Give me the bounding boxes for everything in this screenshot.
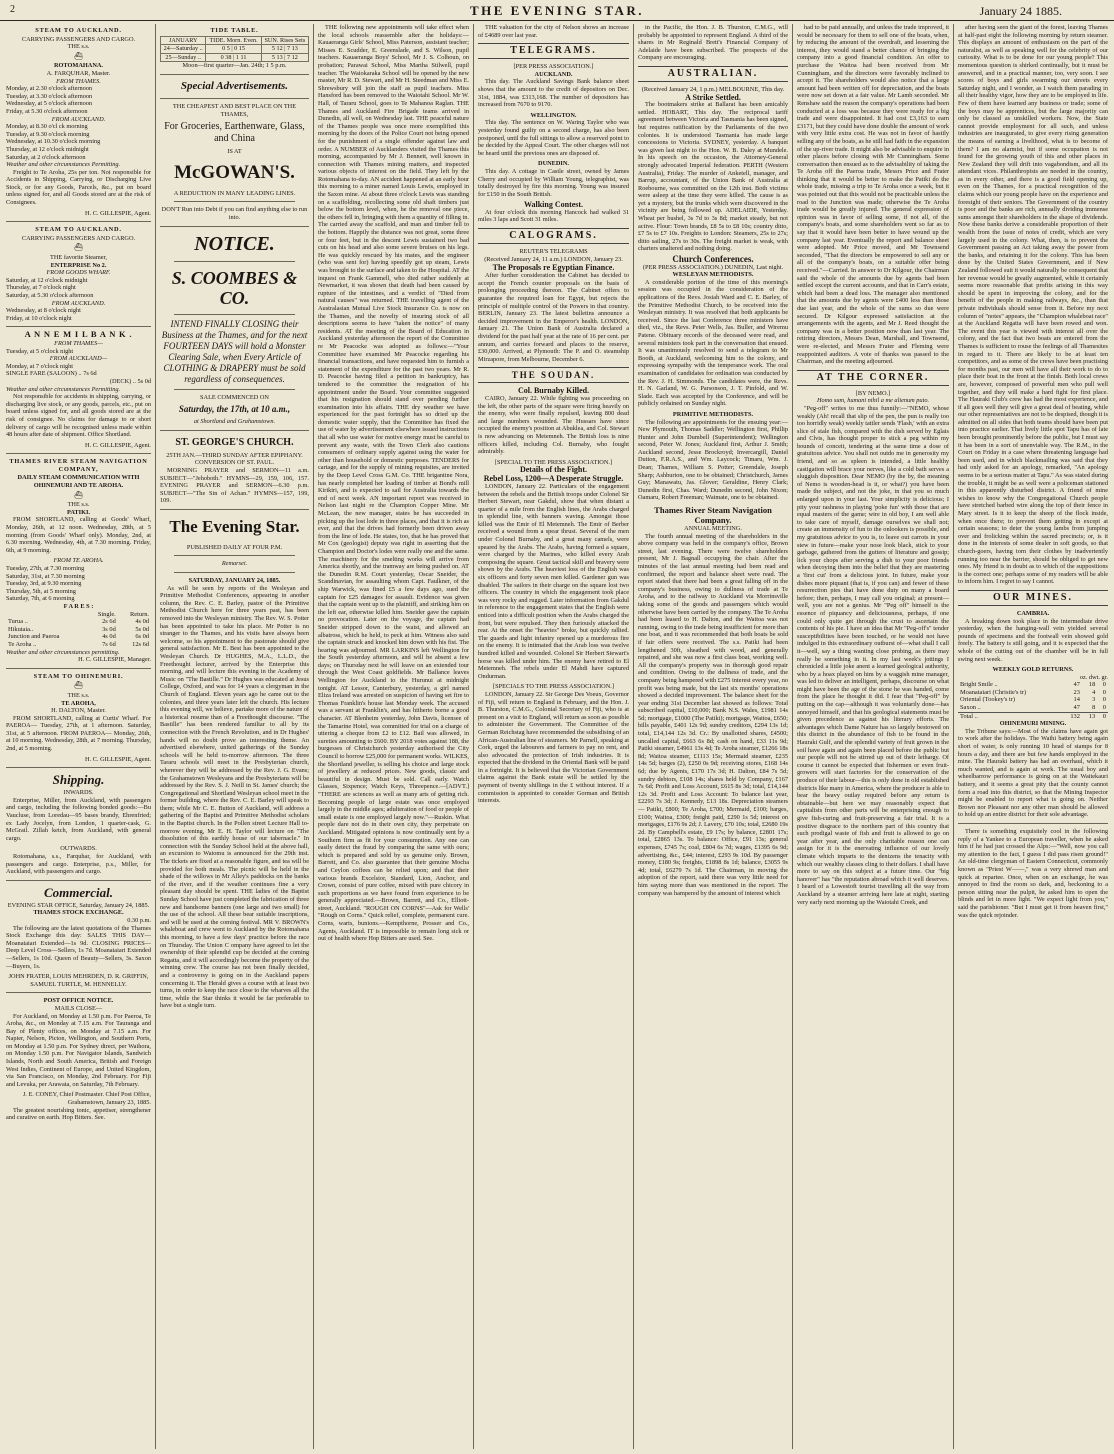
- article-text: The following are appointments for the ensuing year:—New Plymouth, Thomas Saddler; Wellington first, Phillip Hunter and John Dumbell (Superintendent); Wellington second, Peter W. Jones; Auckland first, Arthur J. Smith; Auckland second, Jesse Brockroyd; Invercargill, Daniel Dutton, F.R.A.S., and Wm. Laycock; Timaru, Wm. J. Dean; Thames, William S. Potter; Greendale, Joseph Sharp; Ashburton, one to be obtained; Christchurch, James Guy; Manawatu, Jas. Glover; Geraldine, Henry Clark; Dunedin first, Chas. Ward; Dunedin second, John Nixon; Oamaru, Robert Freeman; Waimate, one to be obtained.: [638, 418, 788, 502]
- table-cell: 5s 0d: [135, 625, 149, 633]
- schedule-line: Thursday, 5th, at 5 morning: [6, 587, 76, 595]
- church-subheading: CONVERSION OF ST. PAUL.: [194, 459, 275, 467]
- divider: [6, 767, 151, 768]
- ad-line: Saturday, the 17th, at 10 a.m.,: [178, 404, 291, 415]
- received-note: (PER PRESS ASSOCIATION.) DUNEDIN, Last night.: [642, 263, 784, 271]
- schedule-heading: FROM GOODS WHARF.: [46, 269, 111, 277]
- section-heading: THE SOUDAN.: [478, 367, 629, 383]
- weather-note: Weather and other circumstances Permitting.: [6, 161, 121, 169]
- column-4: [478, 24, 629, 1449]
- divider: [6, 992, 151, 993]
- table-cell: 5 12 | 7 13: [261, 45, 308, 54]
- schedule-line: Thursday, at 7 o'clock night: [6, 284, 76, 292]
- column-rule: [155, 24, 156, 1449]
- editorial-masthead: The Evening Star.: [169, 516, 300, 536]
- ad-text: The greatest nourishing tonic, appetiser, strengthener and curative on earth. Hop Bitters. See.: [6, 1106, 151, 1122]
- table-header: Return.: [130, 610, 149, 618]
- agent-signature: H. C. GILLESPIE, Agent.: [85, 209, 151, 217]
- dateline-heading: DUNEDIN.: [538, 160, 569, 168]
- table-cell: Hikutaia..: [8, 625, 34, 633]
- article-heading: Col. Burnaby Killed.: [517, 386, 590, 396]
- column-rule: [633, 24, 634, 1449]
- ad-line: THE CHEAPEST AND BEST PLACE ON THE THAMES,: [172, 102, 297, 118]
- article-heading: Thames River Steam Navigation Company.: [654, 505, 772, 526]
- ship-name: ENTERPRISE No 2.: [50, 261, 107, 269]
- table-row: [958, 689, 1108, 697]
- table-cell: 24—Saturday ..: [161, 45, 206, 54]
- subsection-subheading: MAILS CLOSE—: [54, 1004, 103, 1012]
- tide-table: [160, 36, 309, 63]
- divider: [160, 509, 309, 510]
- subsection-heading: WESLEYAN METHODISTS.: [672, 271, 754, 279]
- ship-name: ROTOMAHANA.: [53, 62, 104, 70]
- table-cell: Te Aroha ..: [8, 640, 37, 648]
- company-heading: THAMES RIVER STEAM NAVIGATION COMPANY,: [9, 458, 148, 473]
- schedule-line: Wednesday, at 5 o'clock afternoon: [6, 100, 93, 108]
- column-5: [638, 24, 788, 1449]
- column-1: [6, 24, 151, 1449]
- article-text: LONDON, January 22. Sir George Des Voeux, Governor of Fiji, will return to England in February, and the Hon. J. B. Thurston, C.M.G., Colonial Secretary of Fiji, who is at present on a visit to England, will return as soon as possible to administer the Government. The Committee of the German Reichstag have recommended the subsidising of an African-Australian line of steamers. Mr Parnell, speaking at Cork, urged the labourers and farmers to pay no rent, and also advocated the protection of Irish industries. It is expected that the dividend in the Oriental Bank will be paid in a fortnight. It is believed that the Victorian Government claims against the Bank estate will be settled by the payment of twenty shillings in the £ without interest. If a commission is appointed to consider Gorman and British interests.: [478, 690, 629, 805]
- schedule-heading: FROM THAMES—: [54, 339, 103, 347]
- table-header: SUN. Rises Sets: [261, 36, 308, 45]
- church-heading: ST. GEORGE'S CHURCH.: [175, 436, 294, 448]
- table-header: [6, 611, 86, 619]
- issue-date: January 24 1885.: [979, 4, 1062, 18]
- schedule-list: [6, 85, 151, 115]
- schedule-line: Tuesday, at 3.30 o'clock afternoon: [6, 92, 93, 100]
- steamer-ad-subheading: CARRYING PASSENGERS AND CARGO.: [21, 234, 136, 242]
- section-heading: Shipping.: [52, 772, 105, 788]
- divider: [958, 823, 1108, 824]
- ship-intro: THE s.s.: [67, 501, 90, 509]
- schedule-line: Friday, at 10 o'clock night: [6, 314, 72, 322]
- schedule-text: FROM SHORTLAND, calling at Curtis' Wharf. For PAEROA— Tuesday, 27th, at 1 afternoon. Saturday, 31st, at 5 afternoon. FROM PAEROA— Monday, 26th, at 10 morning. Wednesday, 28th, at 7 morning. Thursday, 2nd, at 5 morning.: [6, 714, 151, 753]
- article-text: The Tribune says:—Most of the claims have again got to work after the holidays. The Waihi battery being again short of water, is only running 10 head of stamps for 8 hours a day, and there are but few hands employed in the mine. The Hauraki battery has had an overhaul, which it much wanted, and is again at work. The usual boy and wheelbarrow performance is going on at the Waitekauri battery, and it seems a great pity that the county cannot form a road into this district, so that the Mining Inspector might be enabled to report what is going on. Neither Brown nor Pleasant nor any other man should be allowed to hold up an entire district for their sole advantage.: [958, 727, 1108, 819]
- table-cell: 8: [1092, 704, 1096, 712]
- schedule-line: Wednesday, at 10.30 o'clock morning: [6, 138, 101, 146]
- store-name: McGOWAN'S.: [174, 161, 295, 183]
- steamer-ad-heading: STEAM TO OHINEMURI.: [33, 672, 124, 680]
- table-cell: 25—Sunday ..: [161, 53, 206, 62]
- ad-line: at Shortland and Grahamstown.: [193, 418, 276, 426]
- schedule-heading: FROM AUCKLAND—: [49, 355, 108, 363]
- column-motto: Homo sum, humani nihil a me alienum puto.: [816, 397, 930, 405]
- article-text: As will be seen by reports of the Wesleyan and Primitive Methodist Conferences, appearing in another column, the Rev. C. E. Barley, pastor of the Primitive Methodist Church here for three years past, has been removed into the Wesleyan ministry. The Rev. W. S. Potter has been appointed to take his place. Mr Potter is no stranger to the Thames, and his visits have always been welcome, so his appointment to the pastorate should give general satisfaction. Mr E. Best has been appointed to the Wesleyan Church. Dr HUGHES, M.A., L.L.D., the Freethought lecturer, arrived by the Enterprise this morning, and will lecture this evening in the Academy of Music on "The Bastille." Dr Hughes was educated at Jesus College, Oxford, and was for 14 years a clergyman in the Church of England. Eleven years ago he came out to the colonies, and three years later left the church. His lecture this evening will, we believe, partake more of the nature of a historical resume than of a Freethought discourse. "The Bastille" has been rendered familiar to all by its connection with the French Revolution, and in Dr Hughes' hands will no doubt prove an interesting theme. An advertised elsewhere, united gatherings of the Sunday schools will be held to-morrow afternoon. The three Tararu schools will meet in the Presbyterian church, wherever they will be addressed by the Rev. J. G. Evans; the Grahamstown Wesleyans and the Presbyterians will be addressed by the Rev. S. J. Neill in St. James' church; the Congregational and Shortland Wesleyan school meet in the former building, where the Rev. C. E. Barley will speak to them; while Mr C. E. Button of Auckland, will address a gathering of the Baptist and Primitive Methodist scholars in the Baptist church. In the Pollen street Lecture Hall to-morrow evening, Mr E. H. Taylor will lecture on "The dissolution of this earthly house of our tabernacle." In connection with the Sunday School held at the above hall, an excursion to Waiomu is announced for the 29th inst. The tickets are fixed at a reasonable figure, and tea will be provided for both meals. The picnic will be held in the shade of the willows in Mr Alley's paddocks on the banks of the river, and if the weather continues fine a very pleasant day should be spent. THE ladies of the Baptist Sunday School have just completed the fabrication of three new and handsome banners (one large and two small) for the use of the school. All these bear suitable inscriptions, and will be used at the coming festival. MR V. BROWN's whaleboat and crew went to Auckland by the Rotomahana this morning, to have a few days' practice before the race on Thursday. The Union C ompany have agreed to let the ownership of their splendid cup be decided at the coming Regatta, and it will accordingly become the property of the winning crew. The course has not been finally decided, and a controversy is going on in the Auckland papers concerning it. The Herald gives a course with at least two turns, in order to keep the race close to the wharves all the time, while the Star thinks it would be far preferable to have but a single turn.: [160, 584, 309, 1010]
- table-cell: 0: [1102, 704, 1106, 712]
- ad-line: For Groceries, Earthenware, Glass, and China: [164, 121, 305, 145]
- article-text: in the Pacific, the Hon. J. B. Thurston, C.M.G., will probably be appointed to represent England. A third of the shares in Mr Reginald Brett's Financial Company of Adelaide have been subscribed. The prospects of the Company are encouraging.: [638, 24, 788, 62]
- schedule-heading: FROM THAMES.: [56, 77, 101, 85]
- ad-line: IS AT: [227, 148, 242, 156]
- article-text: After further consideration the Cabinet has decided to accept the French counter proposals on the basis of prolonging proceeding thereon. The Cabinet offers to guarantee the required loan for Egypt, but rejects the principle of multiple control of the Powers in that country. BERLIN, January 23. The latest bulletins announce a decided improvement in the Emperor's health. LONDON, January 21. The Union Bank of Australia declared a dividend for the past half year at the rate of 16 per cent. per annum, and carries forward and places to the reserve, £30,000. Arrived, at Plymouth: The P. and O. steamship Mirzapore, from Melbourne, December 6.: [478, 272, 629, 363]
- ship-icon: ⛴: [74, 51, 83, 60]
- table-cell: Oriental (Tookey's tr): [960, 696, 1016, 704]
- table-cell: 23: [1073, 688, 1080, 696]
- fares-heading: F A R E S :: [63, 602, 94, 610]
- table-cell: 18: [1088, 681, 1096, 689]
- units-label: oz. dwt. gr.: [1079, 673, 1108, 681]
- table-row: [161, 45, 309, 54]
- article-heading: A Strike Settled.: [685, 92, 741, 102]
- article-text: LONDON, January 22. Particulars of the engagement between the rebels and the British troops under Colonel Sir Herbert Stewart, near Gakdul, show that when distant a quarter of a mile from the English lines, the Arabs charged in splendid line, with banners waving. Amongst those killed was the Emir of El Metemneh. The Emir of Berber received a wound from a spear thrust. Several of the men under Colonel Burnaby, and a great many camels, were speared by the Arabs. The Arabs, having formed a square, were charged by the Marines, who killed every Arab composing the square. Great tactical skill and bravery were shown by the Arabs. The heaviest loss of the English was six officers and forty seven men killed. Gardener gun was disabled. The sailors in their charge on the square lost two officers. The country in which the engagement took place was very rocky and rugged. Later information from Gakdul in reference to the engagement states that the English were enticed into a difficult position when the Arabs charged the front, but were repulsed. They then furiously attacked the rear. At the onset the "heavies" broke, but quickly rallied. The guards and light infantry opened up a murderous fire on the enemy. It is intimated that the Arab loss was twelve hundred killed and wounded. Colonel Sir Herbert Stewart's horse was killed under him. The enemy have retired to El Metemneh. The rebels under El Mahdi have captured Ondurman.: [478, 482, 629, 680]
- article-text: This day. A cottage in Castle street, owned by James Cherry and occupied by William Young, telegraphist, was totally destroyed by fire this morning. Young was insured for £150 in the South British.: [478, 167, 629, 198]
- ship-intro: THE s.s.: [67, 43, 90, 51]
- table-cell: 47: [1073, 704, 1080, 712]
- ship-master: H. DALTON, Master.: [51, 707, 106, 715]
- schedule-line: Saturday, at 2 o'clock afternoon: [6, 153, 86, 161]
- article-text: A considerable portion of the time of this morning's session was occupied in the consideration of the applications of the Revs. Josiah Ward and C. E. Barley, of the Primitive Methodist Church, to be received into the Wesleyan ministry. It was resolved that both applicants be received. Since the last Conference three ministers have died, viz., the Revs. Peter Wells, Jas. Buller, and Wiremu Patene. Obituary records of the deceased were read, and several ministers took part in the conversation that ensued. It was unanimously resolved to send a telegram to Mr Booth, at Auckland, welcoming him to the colony, and expressing sympathy with the temperance work. The oral examination of candidates for ordination was conducted by the Rev. J. H. Simmonds. The candidates were, the Revs. H. N. Garland, W. G. Parsonson, J. T. Pinfold, and W. Slade. Each was accepted by the Conference, and will be publicly ordained on Sunday night.: [638, 278, 788, 408]
- divider: [6, 221, 151, 222]
- schedule-line: Saturday, at 12 o'clock midnight: [6, 276, 88, 284]
- divider: [160, 430, 309, 431]
- notice-heading: NOTICE.: [194, 232, 275, 255]
- divider: [174, 261, 295, 262]
- schedule-line: Wednesday, at 8 o'clock night: [6, 307, 81, 315]
- article-text: There is something exquisitely cool in the following reply of a Yankee to a European traveller, when he asked him if he had just crossed the Alps:—"Well, now you call my attention to the fact, I guess I did pass risen ground!" An old-time clergyman of Eastern Connecticut, commonly known as "Priest W——," was a very shrewd man and quick at repartee. Once, when on an exchange, he was annoyed to find the room so dark, and, beckoning to a person sitting near the pulpit, he asked him to open the blinds and let in more light. "We expect light from you," said the parishioner. "But I must get it from heaven first," was the quick rejoinder.: [958, 827, 1108, 919]
- received-note: (Received January 24, 1 p.m.) MELBOURNE, This day.: [641, 85, 785, 93]
- schedule-heading: FROM TE AROHA.: [53, 557, 104, 565]
- article-text: This day. The sentence on W. Waring Taylor who was yesterday found guilty on a second charge, has also been postponed, until the full sittings to allow a reserved point to be decided by the Appeal Court. The other charges will not be heard until the previous ones are disposed of.: [478, 119, 629, 157]
- page-number: 2: [10, 4, 15, 15]
- editorial-subheading: PUBLISHED DAILY AT FOUR P.M.: [186, 543, 283, 551]
- steamer-ad-heading: STEAM TO AUCKLAND.: [35, 27, 122, 34]
- office-dateline: EVENING STAR OFFICE, Saturday, January 24, 1885.: [7, 901, 150, 909]
- section-heading: OUR MINES.: [958, 590, 1108, 606]
- table-cell: 14: [1073, 696, 1080, 704]
- agent-signature: H. C. GILLESPIE, Agent.: [85, 755, 151, 763]
- table-header: TIDE. Morn. Even.: [206, 36, 261, 45]
- broker-names: JOHN FRATER, LOUIS MEHRDEN, D. R. GRIFFIN, SAMUEL TURTLE, M. HENNELLY.: [8, 973, 149, 988]
- table-cell: 3: [1092, 696, 1096, 704]
- table-row: [6, 618, 151, 626]
- ship-icon: ⛴: [74, 490, 83, 499]
- subsection-heading: THAMES STOCK EXCHANGE.: [33, 909, 124, 917]
- fares-table: [6, 611, 151, 649]
- article-heading: Details of the Fight.: [519, 465, 588, 475]
- article-text: THE valuation for the city of Nelson shows an increase of £4689 over last year.: [478, 24, 629, 39]
- column-3: [318, 24, 469, 1449]
- section-heading: Commercial.: [44, 884, 113, 900]
- table-cell: Total ..: [960, 712, 978, 720]
- divider: [6, 880, 151, 881]
- table-cell: 12s 6d: [132, 640, 149, 648]
- subsection-heading: OHINEMURI MINING.: [999, 720, 1067, 728]
- table-row: [161, 36, 309, 45]
- article-text: THE following new appointments will take effect when the local schools reassemble after the holidays:—Kauaeranga Girls' School, Miss Paterson, assistant teacher; Misses E. Scudder, E. Greenslade, and S. Wilson, pupil teachers. Kauaeranga Boys' School, Mr J. S. Colhoun, on probation; Parawai School, Miss Martha Stilwell, pupil teacher. The Waiokaraka School will be opened by the new master, Mr R. D. Stewart, and Mr H. Steedman and Miss E. Shrewsbury will join the staff as pupil teachers. Miss Hansford has been removed to the Waiotahi School. Mr W. Hall, of Tararu School, goes to Te Mahanoa Raglan. THE Thames and Auckland Fire Brigade teams arrived in Dunedin, all well, on Wednesday last. THE peaceful nature of the Thames people was once more exemplified this morning by the doors of the Police Court not being opened for the punishment of a single offender against law and order. A NUMBER of Aucklanders visited the Thames this morning, accompanied by Mr J. Bennett, well known in connection with Thames mining matters, and inspected various objects of interest on the field. They left by the Rotomahana to-day. AN accident happened at an early hour this morning to a miner named Louis Lewis, employed in the Saxon mine. At about three o'clock Lewis was standing on a scaffolding, recollecting some old shaft timbers just below the bottom level, when, he the removal one piece, the others fell in, bringing with them a quantity of filling in. The carried away the scaffold, and man and timber fell to the bottom. Happily the distance was not great, some three or four feet, but in the descent Lewis sustained two bad cuts on his head and also some severe bruises on his legs. He was quickly rescued by his mates, and the engineer (who was sent for) having speedily got up steam, Lewis was brought to the surface and taken to the Hospital. AT the inquest on Frank Gammell, who died rather suddenly at Newmarket, it was shown that death had been caused by rupture of the intestines, and a verdict of "Died from natural causes" was returned. THE travelling agent of the Australasian Mutual Live Stock Insurance Co. is now on the Thames, and the novelty of insuring stock of all descriptions seems to have "taken the notice" of many residents. AT the meeting of the Board of Education in Auckland yesterday afternoon the report of the Committee re Mr Peacocke was adopted as follows:—"Your Committee have examined Mr Peacocke regarding his financial transactions, and have requested him to furnish a statement of the expenditure for the past two years. Mr R. D. Peacocke having filed a petition in bankruptcy, has tendered to the committee the resignation of his appointment under the Board. Your committee suggested that his resignation should stand over pending further examination into his affairs. THE dry weather we have experienced for the past fortnight has so dried up the domestic water supply, that the Committee has fixed the use of water by advertisement elsewhere issued instructions that all who use water for motive energy must be careful to prevent any waste, with the Town Clerk also cautions consumers of ordinary supply against using the water for other than household or domestic purposes. TENDERS for cartage, and for the supply of mining requisites, are invited by the Deep Level Cross G.M. Co. THE brigantine Nora, has nearly completed her loading of timber at Bond's mill Kirikiri, and is expected to sail for Australia towards the end of next week. AN important report was received in Nelson last night re the Champion Copper Mine. Mr McLean, the new manager, states he has succeeded in picking up the lost lode in three places, and that it is rich as ever, and that the drives had formerly been driven away from the line of lode. He states, too, that he has proved that Mr Cox (geologist) deputy was right in asserting that the Champion and Doctor's lodes were really one and the same. The machinery for the smelting works will arrive from America shortly, and the tramway are being pushed on. AT the Dunedin R.M. Court yesterday, Oscar Sneider, the Scandinavian, for assaulting whom Capt. Faulkner, of the ship Warwick, was fined £5 a few days ago, sued the captain for £25 damages for assault. Evidence was given that the captain went up to the plaintiff, and striking him on the left ear, otherwise killed him. Sneider gave the captain no provocation. Later on the voyage, the captain had Sneider stripped down to the waist, and allowed an albatross, which he held, to peck at him. Witness also said the captain struck and knocked him down with his fist. The hearing was adjourned. MR LARKINS left Wellington for the South yesterday afternoon, and will be absent a few days; on Thursday next he will leave on an extended tour through the West Coast goldfields. Mr Ballance leaves Wellington for Auckland to the Hurunui at midnight tonight. AT Lessor, Canterbury, yesterday, a girl named Eliza Ireland was arrested on suspicion of having set fire to Thomas Franklin's house last Monday week. The accused was a servant at Franklin's, and has hitherto borne a good character. AT Blenheim yesterday, John Davis, licensee of the Tamarine Hotel, was committed for trial on a charge of uttering a cheque from £2 to £12. Bail was allowed, in sureties amounting to £600. BY 2018 votes against 188, the burgesses of Christchurch yesterday authorised the City Council to borrow £25,000 for permanent works. WILKES, the Shortland jeweller, is selling his choice and large stock of jewellery at reduced prices. New goods, classic and beautiful in design. Must be sold. Call early. Watch Glasses, Sixpence; Watch Keys, Threepence.—[ADVT.] "THERE are sciences as well as many arts of getting rich. Becoming people of large estate was once employed largely in the middle ages; adulteration of food or people of small estate is one employed largely now."—Ruskin. What people dare not do in their own city, they perpetrate on Auckland. Mitigated opinions is now continually sent by a Southern firm as fit for your consumption. Any one can easily detect the fraud by comparing the same with ours; which is prepared and sold by us genuine only. Brown, Barrett, and Co. also guarantee that their genuine Mocha and Ceylon coffees can be relied upon; and that their various brands Excelsior, Standard, Lion, Anchor, and Crown, consist of pure coffee, mixed with pure chicory in such proportions as we have found from experience to be generally appreciated.—Brown, Barrett, and Co., Elliott-street, Auckland. "ROUGH ON CORNS"—Ask for Wells' "Rough on Corns." Quick relief, complete, permanent cure. Corns, warts, bunions.—Kempthorne, Prosser and Co., Agents, Auckland. IT is impossible to remain long sick or out of health where Hop Bitters are used. See.: [318, 24, 469, 943]
- article-heading: Walking Contest.: [523, 200, 584, 210]
- shipping-terms: Freight to Te Aroha, 25s per ton. Not responsible for Accidents in Shipping, Carrying, or Discharging Live Stock, or for any Goods, Parcels, &c., put on board unless signed for, and all Goods stored are at the risk of Consignees.: [6, 168, 151, 207]
- ship-master: A. FARQUHAR, Master.: [46, 69, 111, 77]
- steamer-ad-heading: STEAM TO AUCKLAND.: [35, 226, 122, 234]
- shipping-terms: Not responsible for accidents in shipping, carrying, or discharging live stock, or any goods, parcels, etc., put on board unless signed for, and all goods stored are at the risk of consignee. No claims for damage to or short delivery of cargo will be recognised unless made within 48 hours after date of shipment. Office Shortland.: [6, 393, 151, 439]
- ad-text: INTEND FINALLY CLOSING their Business at the Thames, and for the next FOURTEEN DAYS will hold a Monster Clearing Sale, when Every Article of CLOTHING & DRAPERY must be sold regardless of consequences.: [161, 318, 308, 384]
- article-heading: Church Conferences.: [672, 254, 754, 265]
- ad-line: A REDUCTION IN MANY LEADING LINES.: [173, 189, 296, 197]
- section-heading: TELEGRAMS.: [478, 43, 629, 59]
- table-cell: 4s 0d: [135, 618, 149, 626]
- section-heading: Special Advertisements.: [180, 79, 289, 92]
- table-cell: 7s 6d: [102, 640, 116, 648]
- church-text: MORNING PRAYER and SERMON—11 a.m. SUBJECT—"Jehoboth." HYMNS—29, 159, 106, 157. EVENING PRAYER and SERMON—6.30 p.m. SUBJECT—"The Sin of Achan." HYMNS—157, 199, 109.: [160, 466, 309, 505]
- article-text: had to be paid annually, and unless the trade improved, it would be necessary for them to sell one of the boats, when, by reducing the amount of the overdraft, and lessening the interest, they would stand a better chance of bringing the company into a good financial condition. An offer to purchase the Waitoa had been received from Mr Cunningham, and the directors were favorably inclined to accept it. The shareholders would also notice that a large amount had been written off for depreciation, and the boats were now set down at a fair value. Mr Lamb seconded. Mr Renshaw said the reason the company's operations had been conducted at a loss was because they were ready for a big trade and were disappointed. It had cost £3,163 to earn £3171, but they could have done double the amount of work with very little extra cost. He was not in favor of hastily selling any of the boats, as he still had faith in the expansion of the up-river trade. It might also be advisable to enquire in other places before closing with Mr Cunningham. Some conversation then ensued as to the advisability of taking the Te Aroha off the Paeroa trade, Messrs Price and Frater thinking that it would be better to make the Patiki do the whole trade, missing a trip to Te Aroha once a week, but it was pointed out that this would not be practicable unless the road to the Junction was made; otherwise the Te Aroha trade would be greatly injured. The general expression of opinion was in favor of selling some, if not all, of the company's boats, and some shareholders went so far as to say that it would have been better to have wound up the company last year. Eventually the report and balance sheet were adopted. Mr Price moved, and Mr Townsend seconded, "That the directors be empowered to sell any or all of the company's boats, on a suitable offer being received."—Carried. In answer to Dr Kilgour, the Chairman said the whole of the amounts due by agents had been settled except the current accounts, and that in Carr's estate, which had been a dead loss. The manager also mentioned that the amounts due by agents were £400 less than those due last year, and the whole of the sums so due were secured. Dr Kilgour expressed satisfaction at the arrangements with the agents, and Mr J. Reed thought the company was in a better position now than last year. The retiring directors, Messrs Dean, Marshall, and Townsend, were re-elected, and Messrs Frater and Fleming were reappointed auditors. A vote of thanks was passed to the Chairman, and the meeting adjourned.: [797, 24, 949, 366]
- table-row: [958, 712, 1108, 720]
- table-cell: 0: [1102, 688, 1106, 696]
- church-subheading: 25TH JAN.—THIRD SUNDAY AFTER EPIPHANY.: [166, 451, 303, 459]
- subsection-heading: PRIMITIVE METHODISTS.: [672, 410, 754, 418]
- schedule-line: Tuesday, 27th, at 7.30 morning: [6, 565, 85, 572]
- schedule-line: Monday, at 7 o'clock night: [6, 362, 74, 370]
- subsection-heading: POST OFFICE NOTICE.: [43, 997, 114, 1005]
- divider: [160, 98, 309, 99]
- editorial-date: SATURDAY, JANUARY 24, 1885.: [188, 577, 281, 585]
- table-cell: 0: [1102, 696, 1106, 704]
- column-2: [160, 24, 309, 1449]
- gold-returns-table: [958, 681, 1108, 720]
- divider: [174, 314, 295, 315]
- tide-table-heading: TIDE TABLE.: [210, 27, 259, 34]
- article-text: A breaking down took place in the intermediate drive yesterday, when the hanging-wall vein yielded several pounds of specimens and the footwall vein showed gold freely. The battery is still going, and it is expected that the whole of the cutting out of the chamber will be in full swing next week.: [958, 617, 1108, 663]
- article-text: Enterprise, Miller, from Auckland, with passengers and cargo, including the following bonded goods:—Bu Vaucluse, from Loredau—95 bases brandy, Ehrenfried; ex Lady Jocelyn, from London, 1 quarter-cask, G. McGrail. Zillah ketch, from Auckland, with general cargo.: [6, 796, 151, 842]
- fare-line: SINGLE FARE (SALOON) .. 7s 6d: [6, 370, 97, 378]
- ship-name: TE AROHA,: [61, 699, 96, 707]
- table-row: [6, 641, 151, 649]
- table-cell: 0: [1102, 712, 1106, 720]
- article-text: Rotomahana, s.s., Farquhar, for Auckland, with passengers and cargo. Enterprise, p.s., Miller, for Auckland, with passengers and cargo.: [6, 853, 151, 876]
- ad-line: SALE COMMENCED ON: [200, 393, 269, 401]
- subsection-heading: INWARDS.: [63, 789, 94, 797]
- table-cell: 47: [1073, 681, 1080, 689]
- weather-note: Weather and other circumstances Permitting.: [6, 385, 121, 393]
- table-row: [958, 681, 1108, 689]
- table-cell: 13: [1088, 712, 1096, 720]
- article-text: The bootmakers strike at Ballarat has been amicably settled. HOBART, This day. The reciprocal tariff agreement between Victoria and Tasmania has been signed, but requires ratification by the Parliaments of the two colonies. It is understood Tasmania has made large concessions to Victoria. SYDNEY, yesterday. A banquet was given last night to the Hon. W. B. Daley at Mundele. In his speech on the occasion, the Attorney-General strongly advocated Imperial federation. PERTH (Western Australia), Friday. The murder of Anketell, manager, and Barrup, accountant, of the Union Bank of Australia at Roebourne, was committed on the 12th inst. Both victims were asleep at the time they were killed. The cause is as yet a mystery, but the trunks which were discovered in the vicinity are being followed up. ADELAIDE, Yesterday. Wheat per bushel, 3s 7d to 3s 8d; market steady, but not active. Flour: Town brands, £8 5s to £8 10s; country ditto, £7 5s to £7 10s. Freights to London: Steamers, 25s to 27s; ditto sailing, 27s to 30s. The freight market is weak, with charters unaltered and nothing doing.: [638, 101, 788, 253]
- article-text: CAIRO, January 22. While fighting was proceeding on the left, the other parts of the square were firing heavily on the enemy, who were finally repulsed, leaving 800 dead and large numbers wounded. The Hussars have since occupied the enemy's position at Abuklea, and Col. Stewart is now advancing on Metemneh. The British loss is nine officers killed, including Col. Burnaby, who fought admirably.: [478, 394, 629, 456]
- schedule-line: Tuesday, at 9.30 o'clock morning: [6, 130, 90, 138]
- schedule-line: Saturday, 31st, at 7.30 morning: [6, 572, 85, 580]
- steamer-ad-subheading: CARRYING PASSENGERS AND CARGO.: [21, 35, 136, 43]
- article-text: At four o'clock this morning Hancock had walked 31 miles 3 laps and Scott 31 miles.: [478, 208, 629, 224]
- schedule-list: [6, 123, 151, 161]
- ship-icon: ⛴: [74, 681, 83, 690]
- table-cell: Bright Smile ..: [960, 681, 998, 689]
- divider: [6, 453, 151, 454]
- article-text: The fourth annual meeting of the shareholders in the above company was held in the company's office, Brown street, last evening. There were twelve shareholders present, Mr J. Bagnall occupying the chair. After the minutes of the last annual meeting had been read and confirmed, the report and balance sheet were read. The report stated that there had been a great falling off in the company's business, owing to dullness of trade at Te Aroha, and to the railway to Auckland via Morrinsville taking some of the goods and passengers which would otherwise have been carried by the company. The Te Aroha had been leased to H. Dalton, and the Waitoa was not running, owing to the trade being insufficient for more than one boat, and it was recommended that both boats be sold if fair offers were received. The s.s. Patiki had been lengthened 30ft, sheathed with wood, and generally repaired, and she was now a first class boat, working well. All the company's property was in thorough good repair and condition. Owing to the dullness of trade, and the company being hampered with £275 interest every year, no profit was being made, but the last six months' operations showed a decided improvement. The balance sheet for the year ending 31st December last showed as follows: Total subscribed capital, £10,000; Bank N.S. Wales, £1981 14s 5d; mortgage, £1000 (The Patiki); mortgage, Waitoa, £650; bills payable, £401 12s 9d; sundry creditors, £294 13s 1d; total, £14,144 12s 3d. Cr.: By unallotted shares, £4500; uncalled capital, £663 6s 8d; cash on hand, £33 11s 9d; Patiki steamer, £4961 13s 4d; Te Aroha steamer, £1266 18s 8d; Waitoa steamer, £1113 15s; Mermaid steamer, £235 14s 5d; barges (2), £250 0s 9d; receiving stores, £168 14s 6d; due by Agents, £170 17s 3d; H. Dalton, £84 7s 5d; sundry debtors, £108 14s; shares held by Company, £167 7s 6d; Profit and Loss Account, £615 8s 3d; total, £14,144 12s 3d. Profit and Loss Account: To balance last year, £2293 7s 3d; J. Kennedy, £13 18s. Depreciation steamers — Patiki, £800; Te Aroha, £700; Mermaid, £100; barges, £100; Waitoa, £300; freight paid, £290 1s 5d; interest on mortgages, £176 9s 2d; J. Lavery, £70 10s; total, £2680 19s 2d. By Campbell's estate, £9 17s; by balance, £2801 17s; total, £2865 13s. To balance: Office, £91 13s; general expenses, £745 7s; coal, £804 6s 7d; wages, £1395 6s 9d; advertising, &c., £44; interest, £293 9s 10d. By passenger money, £180 9s; freights, £1898 8s 1d; balance, £3055 9s 4d; total, £6279 7s 1d. The Chairman, in moving the adoption of the report, said there was very little need for him saying more than was mentioned in the report. The company was hampered by the amount of interest which: [638, 532, 788, 897]
- fare-line: (DECK) .. 5s 0d: [109, 377, 151, 385]
- divider: [174, 572, 295, 573]
- schedule-line: Thursday, at 12 o'clock midnight: [6, 145, 89, 153]
- agent-signature: H. C. GILLESPIE, Agent.: [85, 441, 151, 449]
- divider: [174, 201, 295, 202]
- table-header: Single.: [97, 610, 116, 618]
- business-name: S. COOMBES & CO.: [171, 267, 298, 308]
- section-heading: AT THE CORNER.: [797, 370, 949, 386]
- steamer-ad-heading: A N N E M I L B A N K .: [24, 329, 133, 340]
- subsection-heading: OUTWARDS.: [60, 845, 97, 853]
- article-heading: The Proposals re Egyptian Finance.: [492, 263, 615, 273]
- table-row: [6, 633, 151, 641]
- schedule-line: Friday, at 5.30 o'clock afternoon: [6, 107, 88, 115]
- article-heading: Rebel Loss, 1200—A Desperate Struggle.: [483, 473, 624, 483]
- moon-phase: Moon—first quarter—Jan. 24th; 1 5 p.m.: [182, 62, 287, 70]
- table-row: [958, 704, 1108, 712]
- table-cell: Saxon ..: [960, 704, 981, 712]
- table-cell: 4: [1092, 688, 1096, 696]
- schedule-heading: FROM AUCKLAND.: [51, 115, 106, 123]
- article-text: after having seen the giant of the forest, leaving Thames at half-past eight the following morning by return steamer. This displays an amount of enthusiasm on the part of the naturalist, as well as speaking well for the celebrity of our curiosity. What is to be done for our young people? This momentous question is shirked continually, but it must be answered, and in a practical manner, too, very soon. I see scores of boys and girls swarming our streets every Saturday night, and I wonder, as I watch them parading in all their healthy vigor, how they are to be employed in life. Few of them have learned any business or trade; some of the boys may be apprentices, but the large majority can only be classed as unskilled workers. Now, the State cannot provide employment for all such, and unless industries are inaugurated, to give every rising generation the means of earning a livelihood, what is to become of them? I am no alarmist, but if some occupation is not found for the growing youth of this and other places in New Zealand they will drift into vagabondism, and all its attendant vices. Philanthropists are needed in the country, as in every other, and there is a good field opening up, even on the Thames, for a practical recognition of the claims which our young people have on the experience and foresight of their seniors. The Government of the country is poor and the banks are rich, annually dividing immense sums amongst their shareholders in the shape of dividends. Now these banks derive a considerable proportion of their wealth from the issue of notes of credit, which are very largely used in the colony. What, then, is to prevent the Government passing an Act taking away the power from the banks, and retaining it for the colony. This has been done by the United States Government, and if New Zealand followed suit it would naturally be consequent that her revenue would be greatly augmented, while it certainly seems more reasonable that profits arising in this way should be spent in improving the colony, and for the benefit of the people in making railways, &c., than that private individuals should sense from it. Before my next column of "notes" appears, the "Champion whaleboat race" at the Auckland Regatta will have been rowed and won. The event this year is viewed with interest all over the colony, and the fact that two boats are entered from the Thames is sufficient to rouse the feelings of all Thamesites in regard to it. There are likely to be at least ten competitors, and as some of the crews have been practising for months past, our men will have all their work to do to place their boat in the front at the finish. Both local crews are, however, composed of powerful men who pull well together, and they will make a hard fight for first place. The Hauraki Club's crew has had the most experience, and if all goes well they will give a great deal of beating, while our other representatives are not to be despised, though it is admitted on all sides that both teams should have been put into practice earlier. That lively little spot Tapu has of late been brought prominently before the public, but I must say it has been in a sort of unenviable way. The R.M., in the Court on Friday in a case where threatening language had been used, and in which blackmailing was said that they had only asked for an apology, remarked, "An apology seems to be a serious matter at Tapu." As was stated during the trouble, it might be as well were a policeman stationed in this apparently disturbed district. A friend of mine wishes to know why the Congregational Church people have stretched barbed wire along the top of their fence in Mary street. Is it to keep the sheep of the flock inside, when once there; to prevent them getting in except at certain seasons; to deter the young lambs from jumping over and frolicking within the sacred precincts; or, is it done in the interests of some dealer in soft goods, so that church-goers, having torn their clothes by inadvertently running too near the barrier, should be obliged to get new ones. My friend is in doubt as to which of the suppositions is the correct one; perhaps some of my readers will be able to inform him. I regret to say I cannot.: [958, 24, 1108, 586]
- table-cell: 0: [1102, 681, 1106, 689]
- newspaper-title: THE EVENING STAR.: [469, 3, 645, 18]
- byline: [BY NEMO.]: [855, 389, 891, 397]
- table-cell: 0 38 | 1 11: [206, 53, 261, 62]
- time-stamp: 0.30 p.m.: [127, 916, 151, 924]
- received-note: (Received January 24, 11 a.m.) LONDON, January 23.: [484, 255, 623, 263]
- divider: [6, 668, 151, 669]
- table-cell: 6s 0d: [135, 633, 149, 641]
- table-cell: 132: [1070, 712, 1080, 720]
- column-6: [797, 24, 949, 1449]
- ship-intro: THE favorite Steamer,: [50, 254, 107, 262]
- column-rule: [953, 24, 954, 1449]
- table-row: [161, 53, 309, 62]
- section-heading: AUSTRALIAN.: [638, 66, 788, 82]
- section-subheading: [SPECIAL TO THE PRESS ASSOCIATION.]: [494, 458, 613, 466]
- divider: [174, 555, 295, 556]
- table-cell: 2s 6d: [102, 618, 116, 626]
- dateline-heading: AUCKLAND.: [534, 70, 573, 78]
- ship-name: PATIKI.: [66, 508, 91, 516]
- table-cell: 0 5 | 0 15: [206, 45, 261, 54]
- divider: [160, 74, 309, 75]
- table-cell: Turua ..: [8, 618, 28, 626]
- schedule-line: Tuesday, at 5 o'clock night: [6, 347, 74, 355]
- divider: [160, 226, 309, 227]
- agent-signature: H. C. GILLESPIE, Manager.: [78, 656, 151, 664]
- table-cell: Moanataiari (Christie's tr): [960, 688, 1027, 696]
- section-subheading: [SPECIALS TO THE PRESS ASSOCIATION.]: [493, 683, 614, 691]
- editorial-motto: Remarsei.: [221, 560, 248, 568]
- table-row: [6, 626, 151, 634]
- column-rule: [313, 24, 314, 1449]
- section-subheading: [PER PRESS ASSOCIATION.]: [513, 63, 594, 71]
- subsection-heading: CAMBRIA.: [1016, 609, 1050, 617]
- table-cell: 4s 0d: [102, 633, 116, 641]
- table-row: [6, 611, 151, 619]
- article-text: For Auckland, on Monday at 1.50 p.m. For Paeroa, Te Aroha, &c., on Monday at 7.15 a.m. For Tauranga and Bay of Plenty offices, on Monday at 7.15 a.m. For Napier, Nelson, Picton, Wellington, and Southern Ports, on Monday at 1.50 p.m. For Sydney direct, per Waihora, on Monday 1.50 p.m. For Navigator Islands, Sandwich Islands, North and South America, British and Foreign West Indies, Continent of Europe, and United Kingdom, via San Francisco, on Monday, 2nd February. For Fiji and Levuka, per Arawata, on Saturday, 7th February.: [6, 1012, 151, 1088]
- ad-line: DON'T Run into Debt if you can find anything else to run into.: [161, 206, 308, 221]
- masthead: [0, 0, 1114, 21]
- ship-icon: ⛴: [74, 243, 83, 252]
- column-rule: [473, 24, 474, 1449]
- table-cell: Junction and Paeroa: [8, 633, 60, 641]
- article-text: This day. The Auckland Savings Bank balance sheet shows that the amount to the credit of depositors on Dec. 31st, 1884, was £313,168. The number of depositors has increased from 7670 to 9170.: [478, 78, 629, 109]
- schedule-line: Monday, at 2.30 o'clock afternoon: [6, 85, 93, 93]
- article-text: "Peg-off" writes to me thus funnily:—"NEMO, whose weakly (Ah! recall that slip of the pen, the pun is really too too horridly weak) weekly tattler sends 'Flash,' with an extra slice of stale fish, compared with the dish served by Eglais and Clvis, has thought proper to stick a peg within my bounds of conceit, tendering at the same time a dose of gratuitous advice. You shall not outdo me in generosity my friend, and so as spleen is intended, a little healthy castigation will brace your nerves, like a cold bath serves a sluggish disposition. Dear NEMO (by the by, the meaning of Nemo is wooden-head is it, or what?) you have been made the subject, and not the joke, in that you so much enlarged upon in your last. Your simplicity is delicious; I pity your rashness in playing 'poke fun' with those that are equal masters of the game; wire in old boy, I am well able to take care of myself, damage ourselves we shall not; create an immensity of fun to the onlookers is possible, and my gratuitous advice to you is, to leave out carrots in your stew in future—make your nose look black, stick to your garbage, gathered from the gutters of literature and gossip; lick your chops after serving a dish to your poor friends when decoying them into the belief that they are mastering a 'first cut' from a delicious joint. In future, make your dishes more piquant (that is, if you can) and fewer of these resurrection pies that have done duty on many a board before; then, perhaps, I may call you original; at present—well, you are not a genius. Mr "Peg off" himself is the essence of piquancy and deliciousness, perhaps, if one could only quite get through the crust to ascertain the contents of his pie. I have an idea that Mr "Peg-off's" tender susceptibilities have been touched, or he would not have indulged in this extraordinary outburst of—what shall I call it—well, say a thing wanting close probing, as there may really be something in it. In my last week's jottings I chronicled a little joke anent a learned geological authority, who by a hoax played on him by a waggish mine manager, was led to deliver an intelligent, perhaps, discourse on what might have been the age of the stone he was handed, come from the place he thought it did. I fear that "Peg-off" by putting on the cap—although it was voluntarily done—has annoyed himself, and that his geological statements must be given precedence as against his literary efforts. The advantages which Dame Nature has so largely bestowed on this district in the abundance of fish to be found in the Hauraki Gulf, and the splendid variety of fruit grown in the soil have again and again been placed before the public but our people will not be stirred up out of their lethargy. Of course it cannot be expected that fishermen or even fruit-growers will start factories for the conservation of the produce of their labour—this is only done in old established districts like many in America, where the producer is able to bear the heavy outlay required before any return is obtainable—but here we may reasonably expect that capitalists from other parts will be enterprising enough to give fish-curing and fruit-preserving a fair trial. It is a positive disgrace to the northern part of this country that such prodigal waste of fish and fruit is allowed to go on year after year, and the only charitable reason one can assign for it is the enervating influence of our lovely climate which imparts to the denizens the tenacity with which our wealthy classes cling to their dollars. I shall have more to say on this subject at a future time. Our "big hanover" has "the reputation abroad which it well deserves. I heard of a Lowestoft tourist travelling all the way from Auckland by a steamer arriving here late at night, starting very early next morning up the Waiotahi Creek, and: [797, 404, 949, 906]
- section-heading: CALOGRAMS.: [478, 228, 629, 244]
- table-cell: 3s 0d: [102, 625, 116, 633]
- schedule-line: Saturday, 7th, at 6 morning: [6, 595, 75, 603]
- schedule-line: Saturday, at 5.30 o'clock afternoon: [6, 292, 94, 299]
- schedule-text: FROM SHORTLAND, calling at Goods' Wharf, Monday, 26th, at 12 noon. Wednesday, 28th, at 5 morning (from Goods' Wharf only). Monday, 2nd, at 6.30 morning. Wednesday, 4th, at 7.30 morning. Friday, 6th, at 9 morning.: [6, 516, 151, 554]
- column-7: [958, 24, 1108, 1449]
- subsection-heading: ANNUAL MEETING.: [684, 525, 742, 533]
- table-cell: 5 13 | 7 12: [261, 53, 308, 62]
- divider: [6, 326, 151, 327]
- schedule-line: Tuesday, 3rd, at 9.30 morning: [6, 580, 82, 588]
- divider: [174, 389, 295, 390]
- schedule-heading: FROM AUCKLAND.: [51, 299, 106, 307]
- dateline-heading: WELLINGTON.: [530, 111, 577, 119]
- weather-note: Weather and other circumstances permitting.: [6, 648, 120, 656]
- article-text: The following are the latest quotations of the Thames Stock Exchange this day: SALES THIS DAY— Moanataiari Extended—1s 9d. CLOSING PRICES— Deep Level Cross—Sellers, 1s 7d. Moanataiari Extended—Sellers, 1s 10d. Queen of Beauty—Sellers, 3s. Saxon—Buyers, 1s.: [6, 924, 151, 970]
- subsection-heading: WEEKLY GOLD RETURNS.: [992, 666, 1074, 674]
- section-subheading: REUTER'S TELEGRAMS: [519, 248, 588, 256]
- postmaster-signature: J. E. CONEY, Chief Postmaster. Chief Post Office, Grahamstown, January 23, 1885.: [22, 1091, 151, 1107]
- ship-intro: THE s.s.: [67, 691, 90, 699]
- column-rule: [792, 24, 793, 1449]
- table-row: [958, 696, 1108, 704]
- table-header: JANUARY: [161, 36, 206, 45]
- schedule-line: Monday, at 8.30 o'cl ck morning: [6, 123, 88, 131]
- company-subheading: DAILY STEAM COMMUNICATION WITH OHINEMURI AND TE AROHA.: [17, 474, 140, 490]
